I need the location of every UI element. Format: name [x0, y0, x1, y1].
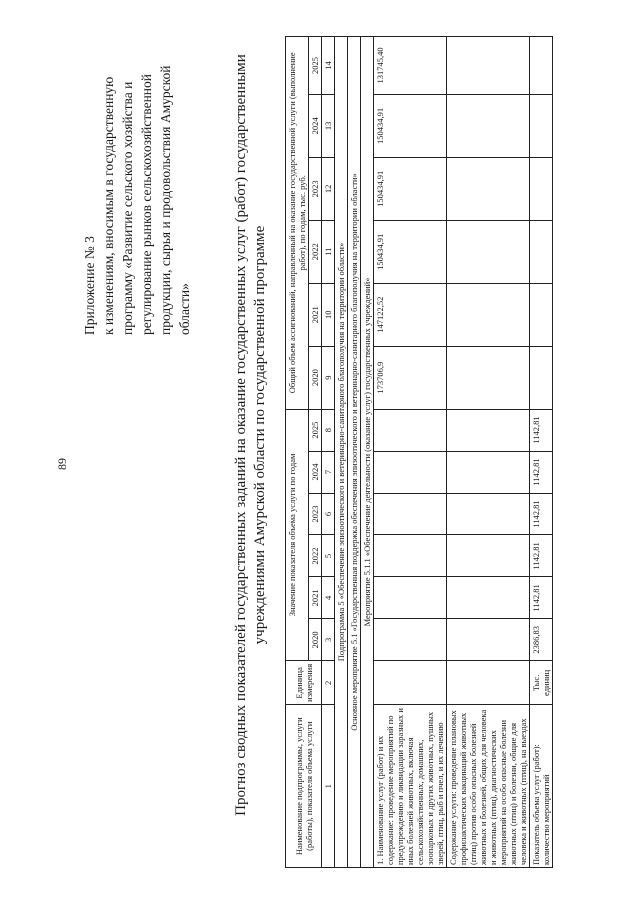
column-number-row — [322, 37, 335, 868]
year-cell: 2021 — [309, 577, 322, 619]
finance-cell — [530, 157, 553, 220]
unit-cell: Тыс. единиц — [530, 661, 553, 705]
volume-cell: 1142,81 — [530, 535, 553, 577]
finance-cell — [530, 283, 553, 346]
year-cell: 2022 — [309, 220, 322, 283]
year-cell: 2021 — [309, 283, 322, 346]
year-cell: 2024 — [309, 94, 322, 157]
volume-cell — [447, 451, 530, 493]
header-name: Наименование подпрограммы, услуги (работы), показателя объема услуги — [286, 705, 322, 868]
volume-cell — [374, 535, 447, 577]
volume-cell — [374, 409, 447, 451]
table-row — [374, 37, 447, 868]
col-number: 6 — [322, 493, 335, 535]
unit-cell — [447, 661, 530, 705]
finance-cell — [447, 283, 530, 346]
year-cell: 2023 — [309, 493, 322, 535]
col-number: 8 — [322, 409, 335, 451]
main-event-row — [348, 37, 361, 868]
subprogram-row — [335, 37, 348, 868]
indicator-name-cell: Показатель объема услуг (работ): количество мероприятий — [530, 705, 553, 868]
annex-block — [80, 35, 194, 335]
volume-cell: 1142,81 — [530, 409, 553, 451]
finance-cell — [447, 220, 530, 283]
col-number: 2 — [322, 661, 335, 705]
finance-cell — [530, 346, 553, 409]
finance-cell — [447, 157, 530, 220]
annex-line: к изменениям, вносимым в государственную — [101, 76, 116, 335]
col-number: 9 — [322, 346, 335, 409]
summary-table — [285, 36, 553, 868]
annex-line: области» — [177, 283, 192, 335]
volume-cell: 1142,81 — [530, 493, 553, 535]
col-number: 3 — [322, 619, 335, 661]
header-volume: Значение показателя объема услуги по годам — [286, 409, 309, 661]
col-number: 5 — [322, 535, 335, 577]
unit-cell — [374, 661, 447, 705]
col-number: 4 — [322, 577, 335, 619]
col-number: 10 — [322, 283, 335, 346]
year-cell: 2025 — [309, 409, 322, 451]
volume-cell — [447, 577, 530, 619]
volume-cell — [447, 409, 530, 451]
year-cell: 2022 — [309, 535, 322, 577]
annex-line: Приложение № 3 — [82, 236, 97, 335]
main-event-title: Основное мероприятие 5.1 «Государственная поддержка обеспечения эпизоотического и ветеринарно-санитарного благополучия на территории области» — [348, 37, 361, 868]
event-title: Мероприятие 5.1.1 «Обеспечение деятельности (оказание услуг) государственных учреждений» — [361, 37, 374, 868]
subprogram-title: Подпрограмма 5 «Обеспечение эпизоотического и ветеринарно-санитарного благополучия на территории области» — [335, 37, 348, 868]
volume-cell — [447, 493, 530, 535]
finance-cell: 150434,91 — [374, 94, 447, 157]
annex-line: продукции, сырья и продовольствия Амурской — [158, 65, 173, 335]
header-unit: Единица измерения — [286, 661, 322, 705]
volume-cell — [447, 535, 530, 577]
col-number: 12 — [322, 157, 335, 220]
finance-cell: 131745,40 — [374, 37, 447, 95]
header-row — [286, 37, 309, 868]
service-name-cell: 1. Наименование услуг (работ) и их содержание: проведение мероприятий по предупреждению и ликвидации заразных и иных болезней животных, включая сельскохозяйственных, домашних, зоопарковых и других животных, пушных зверей, птиц, рыб и пчел, и их лечению — [374, 705, 447, 868]
col-number: 7 — [322, 451, 335, 493]
col-number: 14 — [322, 37, 335, 95]
annex-line: программу «Развитие сельского хозяйства и — [120, 81, 135, 335]
volume-cell: 1142,81 — [530, 451, 553, 493]
col-number: 11 — [322, 220, 335, 283]
event-row — [361, 37, 374, 868]
year-cell: 2025 — [309, 37, 322, 95]
finance-cell — [447, 346, 530, 409]
table-row — [530, 37, 553, 868]
table-row — [447, 37, 530, 868]
year-cell: 2020 — [309, 346, 322, 409]
finance-cell: 173706,9 — [374, 346, 447, 409]
finance-cell — [447, 37, 530, 95]
col-number: 1 — [322, 705, 335, 868]
volume-cell — [447, 619, 530, 661]
finance-cell — [530, 37, 553, 95]
page-number: 89 — [55, 458, 69, 470]
volume-cell — [374, 493, 447, 535]
document-title: Прогноз сводных показателей государственных заданий на оказание государственных услуг (работ) государственными учреждениями Амурской области по государственной программе — [233, 54, 268, 816]
year-cell: 2020 — [309, 619, 322, 661]
volume-cell — [374, 619, 447, 661]
service-content-cell: Содержание услуги: проведение плановых профилактических вакцинаций животных (птиц) против особо опасных болезней животных и болезней, общих для человека и животных (птиц), диагностических мероприятий на особо опасные болезни животных (птиц) и болезни, общие для человека и животных (птиц), на выездах — [447, 705, 530, 868]
col-number: 13 — [322, 94, 335, 157]
finance-cell: 150434,91 — [374, 157, 447, 220]
finance-cell — [447, 94, 530, 157]
annex-line: регулирование рынков сельскохозяйственной — [139, 74, 154, 335]
finance-cell: 147122,52 — [374, 283, 447, 346]
header-finance: Общий объем ассигнований, направленный на оказание государственной услуги (выполнение работ), по годам, тыс. руб. — [286, 37, 309, 410]
volume-cell — [374, 577, 447, 619]
volume-cell — [374, 451, 447, 493]
year-cell: 2023 — [309, 157, 322, 220]
finance-cell — [530, 220, 553, 283]
volume-cell: 1142,81 — [530, 577, 553, 619]
finance-cell: 150434,91 — [374, 220, 447, 283]
year-cell: 2024 — [309, 451, 322, 493]
volume-cell: 2386,83 — [530, 619, 553, 661]
finance-cell — [530, 94, 553, 157]
